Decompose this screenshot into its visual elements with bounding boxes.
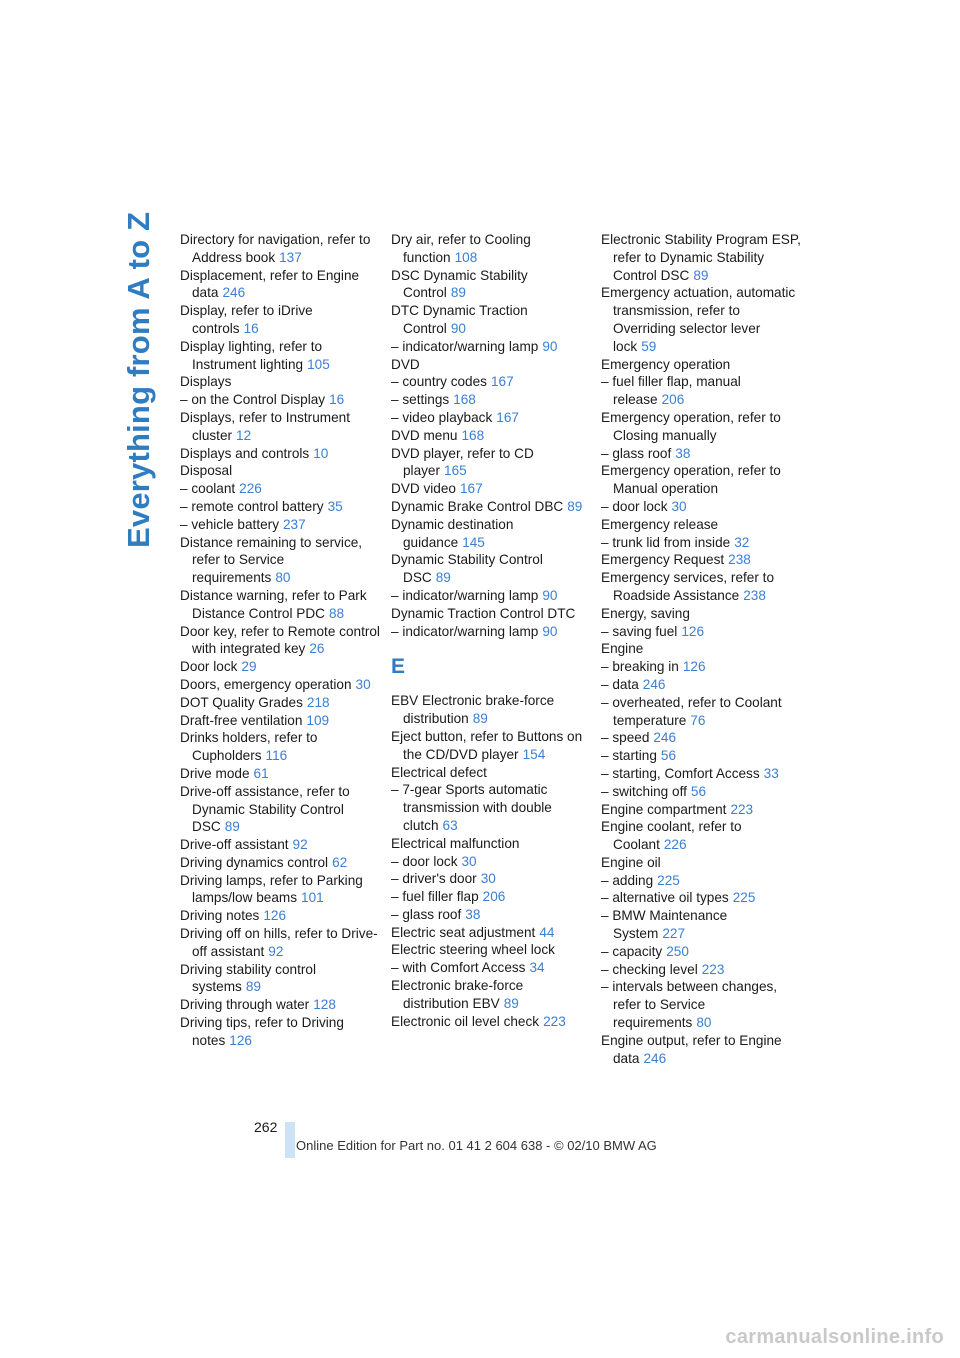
page-reference-link[interactable]: 167: [496, 409, 519, 425]
index-entry-term: – alternative oil types: [601, 890, 729, 906]
page-reference-link[interactable]: 108: [454, 249, 478, 265]
index-entry-term: Electric steering wheel lock: [391, 942, 555, 958]
index-entry-term: – vehicle battery: [180, 516, 279, 532]
index-entry: [180, 729, 380, 765]
index-entry: [180, 872, 380, 908]
page-reference-link[interactable]: 246: [222, 285, 246, 301]
index-entry-term: Electrical malfunction: [391, 835, 520, 851]
index-entry: [180, 587, 380, 623]
index-entry-term: Energy, saving: [601, 605, 690, 621]
index-entry: [391, 888, 591, 906]
index-entry-term: Driving lamps, refer to Parking lamps/low beams: [180, 872, 363, 906]
index-entry: [180, 231, 380, 267]
index-entry-term: – video playback: [391, 409, 493, 425]
index-entry: [601, 783, 801, 801]
index-entry-term: Emergency operation, refer to Manual operation: [601, 463, 781, 497]
page-reference-link[interactable]: 238: [743, 587, 766, 603]
index-entry-term: – glass roof: [601, 445, 672, 461]
index-entry-term: – remote control battery: [180, 498, 324, 514]
index-entry: [391, 427, 591, 445]
page-reference-link[interactable]: 30: [480, 871, 496, 887]
index-column-3: [601, 231, 801, 1067]
index-entry: [391, 231, 591, 267]
index-entry: [601, 658, 801, 676]
index-entry: [601, 818, 801, 854]
index-entry: [601, 978, 801, 1031]
section-letter-heading: E: [391, 655, 406, 679]
page-reference-link[interactable]: 30: [461, 853, 477, 869]
footer-accent-bar: [285, 1122, 295, 1158]
index-entry-term: – door lock: [391, 853, 458, 869]
page-reference-link[interactable]: 227: [662, 926, 686, 942]
index-entry-term: Driving dynamics control: [180, 854, 329, 870]
index-entry: [180, 676, 380, 694]
page-reference-link[interactable]: 145: [462, 534, 485, 550]
index-entry-term: – overheated, refer to Coolant temperature: [601, 694, 782, 728]
index-entry: [601, 498, 801, 516]
index-entry-term: DVD video: [391, 481, 456, 497]
index-entry: [391, 373, 591, 391]
index-entry-term: Emergency Request: [601, 552, 725, 568]
page-reference-link[interactable]: 226: [239, 481, 262, 497]
page-reference-link[interactable]: 116: [265, 748, 288, 764]
index-entry: [391, 587, 591, 605]
index-entry: [391, 959, 591, 977]
index-entry-term: Dynamic destination guidance: [391, 516, 514, 550]
index-entry-term: Dry air, refer to Cooling function: [391, 232, 531, 265]
index-entry: [601, 676, 801, 694]
index-entry-term: Engine oil: [601, 854, 661, 870]
index-entry-term: – fuel filler flap, manual release: [601, 374, 741, 408]
page-reference-link[interactable]: 26: [309, 641, 325, 657]
index-entry: [601, 373, 801, 409]
index-entry-term: – 7-gear Sports automatic transmission with double clutch: [391, 782, 552, 833]
page-reference-link[interactable]: 225: [657, 872, 680, 888]
index-entry: [601, 801, 801, 819]
index-entry: [180, 373, 380, 391]
page-reference-link[interactable]: 250: [666, 943, 689, 959]
index-entry: [601, 534, 801, 552]
page-reference-link[interactable]: 29: [241, 659, 257, 675]
index-entry-term: Engine coolant, refer to Coolant: [601, 819, 742, 853]
page-reference-link[interactable]: 56: [690, 783, 707, 799]
index-entry: [601, 623, 801, 641]
index-entry-term: – country codes: [391, 374, 487, 390]
index-entry-term: Displays: [180, 374, 232, 390]
index-entry: [391, 480, 591, 498]
page-reference-link[interactable]: 137: [279, 249, 302, 265]
index-entry-term: Driving through water: [180, 997, 310, 1013]
index-entry: [180, 961, 380, 997]
page-reference-link[interactable]: 92: [268, 943, 284, 959]
index-entry-term: Dynamic Brake Control DBC: [391, 498, 564, 514]
index-entry-term: Display lighting, refer to Instrument lighting: [180, 338, 323, 372]
index-entry: [601, 747, 801, 765]
page-reference-link[interactable]: 206: [482, 889, 506, 905]
index-entry: [601, 907, 801, 943]
index-entry: [391, 445, 591, 481]
index-entry: [180, 445, 380, 463]
index-entry: [180, 302, 380, 338]
page-reference-link[interactable]: 167: [490, 374, 514, 390]
index-entry: [180, 498, 380, 516]
page-reference-link[interactable]: 89: [450, 285, 466, 301]
page-reference-link[interactable]: 226: [663, 837, 687, 853]
page-reference-link[interactable]: 80: [275, 570, 291, 586]
index-entry: [391, 267, 591, 303]
index-entry-term: – capacity: [601, 943, 663, 959]
index-entry: [391, 302, 591, 338]
page-reference-link[interactable]: 90: [542, 587, 558, 603]
page-reference-link[interactable]: 10: [313, 445, 329, 461]
index-entry-term: – indicator/warning lamp: [391, 623, 539, 639]
index-entry-term: Emergency release: [601, 516, 719, 532]
index-entry-term: Electrical defect: [391, 764, 487, 780]
index-entry-term: Distance remaining to service, refer to Service requirements: [180, 534, 363, 586]
index-entry-term: – fuel filler flap: [391, 889, 479, 905]
index-entry-term: Dynamic Stability Control DSC: [391, 552, 543, 586]
index-entry-term: Driving off on hills, refer to Drive-off assistant: [180, 926, 378, 959]
page-reference-link[interactable]: 128: [313, 997, 336, 1013]
index-entry-term: Door key, refer to Remote control with integrated key: [180, 623, 380, 657]
page-reference-link[interactable]: 90: [542, 623, 558, 639]
index-entry-term: – indicator/warning lamp: [391, 338, 539, 354]
index-entry: [180, 694, 380, 712]
index-entry-term: EBV Electronic brake-force distribution: [391, 693, 555, 727]
page-reference-link[interactable]: 33: [763, 765, 779, 781]
index-entry: [391, 835, 591, 853]
index-entry: [601, 605, 801, 623]
index-entry-term: – coolant: [180, 481, 236, 497]
watermark: carmanualsonline.info: [725, 1326, 944, 1348]
index-entry: [180, 765, 380, 783]
index-entry: [391, 728, 591, 764]
index-entry-term: Emergency operation, refer to Closing manually: [601, 409, 781, 443]
index-entry: [180, 854, 380, 872]
index-entry: [601, 462, 801, 498]
page-reference-link[interactable]: 89: [503, 995, 519, 1011]
page-reference-link[interactable]: 126: [263, 908, 287, 924]
index-entry-term: Electric seat adjustment: [391, 924, 536, 940]
page-reference-link[interactable]: 238: [728, 552, 751, 568]
index-entry-term: Drive-off assistance, refer to Dynamic Stability Control DSC: [180, 783, 350, 835]
index-entry-term: Displacement, refer to Engine data: [180, 267, 360, 301]
index-entry: [180, 391, 380, 409]
index-entry-term: DVD menu: [391, 427, 458, 443]
index-entry-term: – adding: [601, 872, 654, 888]
index-entry: [391, 764, 591, 782]
page-reference-link[interactable]: 246: [653, 730, 677, 746]
index-entry: [391, 516, 591, 552]
page-reference-link[interactable]: 168: [461, 427, 485, 443]
page-reference-link[interactable]: 109: [306, 712, 330, 728]
index-entry-term: Emergency actuation, automatic transmission, refer to Overriding selector lever lock: [601, 285, 796, 354]
page-reference-link[interactable]: 246: [642, 676, 666, 692]
index-entry-term: DSC Dynamic Stability Control: [391, 267, 528, 301]
index-entry-term: DOT Quality Grades: [180, 694, 303, 710]
page-reference-link[interactable]: 35: [327, 498, 343, 514]
index-entry: [391, 941, 591, 959]
index-entry: [391, 623, 591, 641]
page-reference-link[interactable]: 126: [682, 659, 706, 675]
index-entry: [391, 356, 591, 374]
index-entry-term: Disposal: [180, 463, 233, 479]
index-entry: [180, 836, 380, 854]
index-entry-term: – glass roof: [391, 906, 462, 922]
page-reference-link[interactable]: 38: [465, 906, 481, 922]
index-entry-term: Displays and controls: [180, 445, 310, 461]
page-reference-link[interactable]: 16: [243, 320, 259, 336]
index-entry: [391, 977, 591, 1013]
page-reference-link[interactable]: 44: [539, 924, 555, 940]
index-entry: [180, 267, 380, 303]
page-reference-link[interactable]: 76: [690, 712, 706, 728]
index-entry-term: – data: [601, 676, 639, 692]
index-entry: [391, 498, 591, 516]
index-entry: [601, 729, 801, 747]
page-reference-link[interactable]: 80: [696, 1015, 712, 1031]
index-entry-term: Distance warning, refer to Park Distance Control PDC: [180, 587, 367, 621]
index-entry: [601, 889, 801, 907]
index-entry: [601, 1032, 801, 1068]
index-entry-term: – on the Control Display: [180, 392, 326, 408]
index-entry: [391, 551, 591, 587]
index-entry-term: Eject button, refer to Buttons on the CD/DVD player: [391, 728, 583, 762]
index-entry: [601, 765, 801, 783]
page-reference-link[interactable]: 89: [472, 711, 488, 727]
page-reference-link[interactable]: 89: [567, 498, 583, 514]
page-reference-link[interactable]: 89: [693, 267, 709, 283]
index-entry-term: – speed: [601, 730, 650, 746]
index-entry: [391, 409, 591, 427]
page-reference-link[interactable]: 88: [328, 605, 345, 621]
index-entry: [391, 906, 591, 924]
index-entry-term: Emergency services, refer to Roadside Assistance: [601, 570, 775, 603]
index-entry-term: Door lock: [180, 659, 238, 675]
index-entry-term: Engine compartment: [601, 801, 727, 817]
page-reference-link[interactable]: 237: [283, 516, 306, 532]
index-entry-term: Driving tips, refer to Driving notes: [180, 1015, 344, 1048]
index-entry: [391, 1013, 591, 1031]
page-reference-link[interactable]: 92: [292, 837, 308, 853]
page-reference-link[interactable]: 223: [730, 801, 754, 817]
index-entry-term: – with Comfort Access: [391, 960, 526, 976]
page-reference-link[interactable]: 89: [245, 979, 261, 995]
page-reference-link[interactable]: 165: [444, 463, 467, 479]
index-entry-term: Emergency operation: [601, 356, 731, 372]
index-entry-term: – indicator/warning lamp: [391, 587, 539, 603]
index-entry: [601, 551, 801, 569]
index-entry: [180, 907, 380, 925]
page-reference-link[interactable]: 16: [329, 392, 345, 408]
page-reference-link[interactable]: 38: [675, 445, 691, 461]
index-entry-term: Displays, refer to Instrument cluster: [180, 409, 350, 443]
index-entry-term: Engine output, refer to Engine data: [601, 1032, 782, 1066]
index-entry-term: – switching off: [601, 783, 687, 799]
page-reference-link[interactable]: 62: [332, 854, 348, 870]
index-entry-term: Directory for navigation, refer to Address book: [180, 232, 371, 265]
index-entry: [180, 534, 380, 587]
page-reference-link[interactable]: 89: [224, 819, 240, 835]
index-entry: [601, 356, 801, 374]
index-entry: [601, 854, 801, 872]
index-entry-term: Draft-free ventilation: [180, 712, 303, 728]
index-entry-term: Drive mode: [180, 765, 250, 781]
index-entry-term: Driving notes: [180, 908, 260, 924]
index-entry-term: Engine: [601, 641, 644, 657]
page-reference-link[interactable]: 246: [643, 1050, 667, 1066]
index-entry: [391, 391, 591, 409]
index-entry: [180, 783, 380, 836]
page-reference-link[interactable]: 167: [459, 481, 483, 497]
page-reference-link[interactable]: 223: [701, 961, 725, 977]
index-entry: [391, 870, 591, 888]
section-side-title: Everything from A to Z: [121, 211, 156, 548]
page-reference-link[interactable]: 34: [529, 960, 545, 976]
index-entry: [601, 516, 801, 534]
index-entry-term: – driver's door: [391, 871, 477, 887]
page-reference-link[interactable]: 61: [253, 765, 269, 781]
page-reference-link[interactable]: 223: [543, 1013, 566, 1029]
page-number: 262: [254, 1119, 278, 1135]
page-reference-link[interactable]: 126: [229, 1032, 252, 1048]
index-entry-term: DVD player, refer to CD player: [391, 445, 534, 479]
page-reference-link[interactable]: 90: [542, 338, 558, 354]
index-entry: [391, 924, 591, 942]
index-entry: [601, 409, 801, 445]
index-entry: [180, 1014, 380, 1050]
index-entry: [601, 943, 801, 961]
index-entry-term: DVD: [391, 356, 420, 372]
index-entry-term: – starting, Comfort Access: [601, 765, 760, 781]
index-entry-term: Electronic Stability Program ESP, refer to Dynamic Stability Control DSC: [601, 232, 801, 283]
page-reference-link[interactable]: 63: [442, 817, 458, 833]
page-reference-link[interactable]: 225: [732, 890, 756, 906]
index-entry: [391, 605, 591, 623]
index-entry: [601, 872, 801, 890]
page-reference-link[interactable]: 12: [236, 427, 252, 443]
index-entry: [180, 658, 380, 676]
index-entry-term: – intervals between changes, refer to Service requirements: [601, 979, 778, 1031]
index-entry-term: Display, refer to iDrive controls: [180, 303, 313, 336]
index-entry-term: – starting: [601, 748, 657, 764]
page-reference-link[interactable]: 168: [453, 392, 476, 408]
index-entry: [601, 694, 801, 730]
index-entry-term: Dynamic Traction Control DTC: [391, 605, 576, 621]
index-entry-term: – settings: [391, 392, 450, 408]
index-entry-term: – BMW Maintenance System: [601, 908, 728, 942]
index-entry-term: – breaking in: [601, 659, 679, 675]
index-entry-term: DTC Dynamic Traction Control: [391, 303, 528, 336]
index-entry-term: Drinks holders, refer to Cupholders: [180, 730, 318, 764]
index-entry: [601, 445, 801, 463]
index-entry: [180, 338, 380, 374]
index-entry-term: – trunk lid from inside: [601, 534, 731, 550]
index-entry-term: Electronic oil level check: [391, 1013, 540, 1029]
page-reference-link[interactable]: 56: [660, 748, 677, 764]
page-reference-link[interactable]: 101: [301, 890, 324, 906]
index-entry-term: – door lock: [601, 498, 668, 514]
index-entry: [180, 623, 380, 659]
page-reference-link[interactable]: 206: [661, 392, 685, 408]
index-entry: [180, 480, 380, 498]
page-reference-link[interactable]: 32: [734, 534, 750, 550]
index-entry-term: Drive-off assistant: [180, 837, 289, 853]
footer-edition-note: Online Edition for Part no. 01 41 2 604 638 - © 02/10 BMW AG: [296, 1138, 657, 1153]
index-entry: [391, 781, 591, 834]
index-entry: [601, 231, 801, 284]
index-entry-term: – checking level: [601, 961, 698, 977]
index-column-2: [391, 231, 591, 1030]
index-entry: [180, 996, 380, 1014]
index-entry: [391, 692, 591, 728]
page-reference-link[interactable]: 105: [307, 356, 330, 372]
index-entry: [180, 712, 380, 730]
index-entry: [180, 516, 380, 534]
page-reference-link[interactable]: 59: [641, 338, 657, 354]
index-entry: [601, 284, 801, 355]
page-reference-link[interactable]: 126: [681, 623, 705, 639]
index-entry-term: Doors, emergency operation: [180, 676, 352, 692]
index-column-1: [180, 231, 380, 1050]
index-entry-term: – saving fuel: [601, 623, 678, 639]
page-reference-link[interactable]: 218: [306, 694, 330, 710]
index-entry: [391, 338, 591, 356]
index-entry: [601, 640, 801, 658]
page-reference-link[interactable]: 89: [435, 570, 451, 586]
index-entry: [601, 961, 801, 979]
index-entry-term: Electronic brake-force distribution EBV: [391, 978, 524, 1011]
index-entry: [180, 409, 380, 445]
page-reference-link[interactable]: 30: [671, 498, 687, 514]
index-entry: [391, 853, 591, 871]
page-reference-link[interactable]: 154: [522, 746, 546, 762]
index-entry: [180, 462, 380, 480]
index-entry-term: Driving stability control systems: [180, 961, 316, 995]
page-reference-link[interactable]: 90: [450, 320, 466, 336]
page-reference-link[interactable]: 30: [355, 676, 371, 692]
index-entry: [180, 925, 380, 961]
index-entry: [601, 569, 801, 605]
